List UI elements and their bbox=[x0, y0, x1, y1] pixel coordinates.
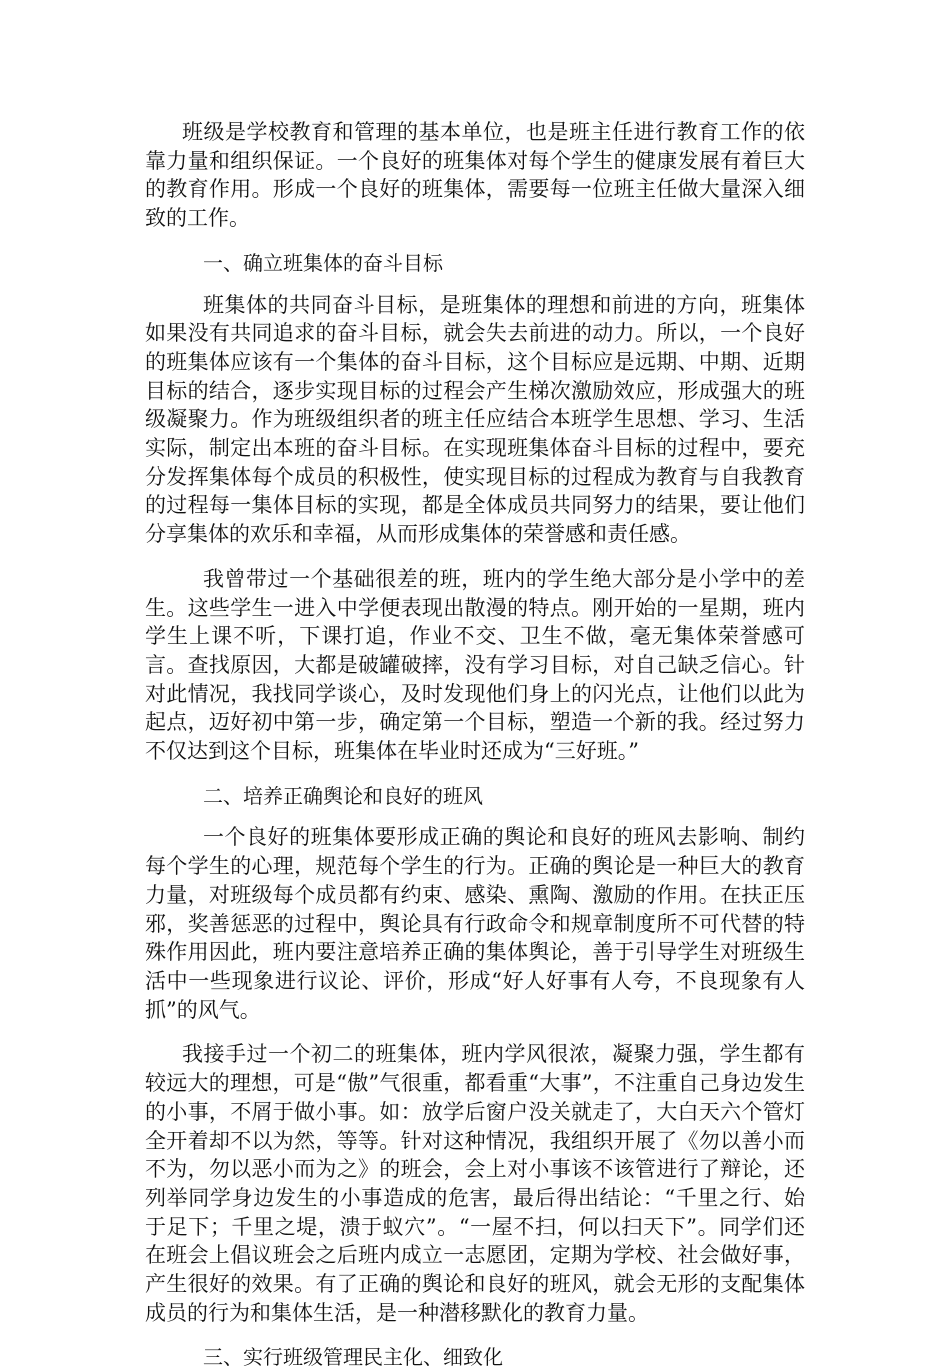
document-page bbox=[145, 118, 805, 1372]
section-1-heading: 一、确立班集体的奋斗目标 bbox=[203, 250, 443, 275]
section-1-paragraph-1: 班集体的共同奋斗目标，是班集体的理想和前进的方向，班集体如果没有共同追求的奋斗目标，就会失去前进的动力。所以，一个良好的班集体应该有一个集体的奋斗目标，这个目标应是远期、中期、近期目标的结合，逐步实现目标的过程会产生梯次激励效应，形成强大的班级凝聚力。作为班级组织者的班主任应结合本班学生思想、学习、生活实际，制定出本班的奋斗目标。在实现班集体奋斗目标的过程中，要充分发挥集体每个成员的积极性，使实现目标的过程成为教育与自我教育的过程每一集体目标的实现，都是全体成员共同努力的结果，要让他们分享集体的欢乐和幸福，从而形成集体的荣誉感和责任感。 bbox=[145, 292, 805, 547]
section-2-paragraph-2: 我接手过一个初二的班集体，班内学风很浓，凝聚力强，学生都有较远大的理想，可是“傲”气很重，都看重“大事”，不注重自己身边发生的小事，不屑于做小事。如：放学后窗户没关就走了，大白天六个管灯全开着却不以为然，等等。针对这种情况，我组织开展了《勿以善小而不为，勿以恶小而为之》的班会，会上对小事该不该管进行了辩论，还列举同学身边发生的小事造成的危害，最后得出结论：“千里之行、始于足下；千里之堤，溃于蚁穴”。“一屋不扫，何以扫天下”。同学们还在班会上倡议班会之后班内成立一志愿团，定期为学校、社会做好事，产生很好的效果。有了正确的舆论和良好的班风，就会无形的支配集体成员的行为和集体生活，是一种潜移默化的教育力量。 bbox=[145, 1042, 805, 1325]
intro-paragraph: 班级是学校教育和管理的基本单位，也是班主任进行教育工作的依靠力量和组织保证。一个良好的班集体对每个学生的健康发展有着巨大的教育作用。形成一个良好的班集体，需要每一位班主任做大量深入细致的工作。 bbox=[145, 120, 805, 231]
spacer bbox=[145, 766, 805, 782]
spacer bbox=[145, 549, 805, 565]
spacer bbox=[145, 810, 805, 823]
spacer bbox=[145, 1024, 805, 1040]
section-3-heading: 三、实行班级管理民主化、细致化 bbox=[203, 1345, 503, 1370]
spacer bbox=[145, 278, 805, 291]
section-1-paragraph-2: 我曾带过一个基础很差的班，班内的学生绝大部分是小学中的差生。这些学生一进入中学便表现出散漫的特点。刚开始的一星期，班内学生上课不听，下课打追，作业不交、卫生不做，毫无集体荣誉感可言。查找原因，大都是破罐破摔，没有学习目标，对自己缺乏信心。针对此情况，我找同学谈心，及时发现他们身上的闪光点，让他们以此为起点，迈好初中第一步，确定第一个目标，塑造一个新的我。经过努力不仅达到这个目标，班集体在毕业时还成为“三好班。” bbox=[145, 566, 805, 764]
spacer bbox=[145, 233, 805, 249]
spacer bbox=[145, 1327, 805, 1343]
section-2-paragraph-1: 一个良好的班集体要形成正确的舆论和良好的班风去影响、制约每个学生的心理，规范每个学生的行为。正确的舆论是一种巨大的教育力量，对班级每个成员都有约束、感染、熏陶、激励的作用。在扶正压邪，奖善惩恶的过程中，舆论具有行政命令和规章制度所不可代替的特殊作用因此，班内要注意培养正确的集体舆论，善于引导学生对班级生活中一些现象进行议论、评价，形成“好人好事有人夸，不良现象有人抓”的风气。 bbox=[145, 825, 805, 1022]
section-2-heading: 二、培养正确舆论和良好的班风 bbox=[203, 783, 483, 808]
